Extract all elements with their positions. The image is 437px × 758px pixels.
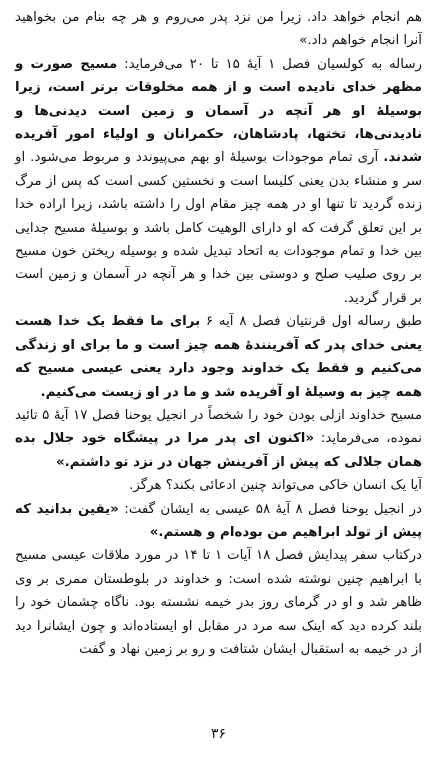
text-run: آیا یک انسان خاکی می‌تواند چنین ادعائی بکند؟ هرگز. (129, 478, 422, 494)
bold-text-run: «اکنون ای پدر مرا در پیشگاه خود جلال بده همان جلالی که پیش از آفرینش جهان در نزد تو داشتم.» (15, 431, 422, 470)
text-run: هم انجام خواهد داد. زیرا من نزد پدر می‌روم و هر چه بنام من بخواهید آنرا انجام خواهم داد.» (15, 10, 422, 49)
paragraph (15, 474, 422, 497)
text-run: درکتاب سفر پیدایش فصل ۱۸ آیات ۱ تا ۱۴ در مورد ملاقات عیسی مسیح با ابراهیم چنین نوشته شده است: و خداوند در بلوطستان ممری بر وی ظاهر شد و او در گرمای روز بدر خیمه نشسته بود. ناگاه چشمان خود را بلند کرده دید که اینک سه مرد در مقابل او ایستاده‌اند و چون ایشانرا دید از در خیمه به استقبال ایشان شتافت و رو بر زمین نهاد و گفت (15, 548, 422, 657)
paragraph (15, 544, 422, 661)
text-run: طبق رساله اول قرنتیان فصل ۸ آیه ۶ (200, 314, 422, 330)
text-run: مسیح خداوند ازلی بودن خود را شخصاً در انجیل یوحنا فصل ۱۷ آیهٔ ۵ تائید نموده، می‌فرماید: (15, 407, 422, 447)
bold-text-run: «یقین بدانید که پیش از تولد ابراهیم من بوده‌ام و هستم.» (15, 501, 422, 540)
text-run: آری تمام موجودات بوسیلهٔ او بهم می‌پیوندد و مربوط می‌شود. او سر و منشاء بدن یعنی کلیسا است و نخستین کسی است که پس از مرگ زنده گردید تا تنها او در همه چیز مقام اول را داشته باشد، زیرا اراده خدا بر این تعلق گرفت که او دارای الوهیت کامل باشد و بوسیلهٔ مسیح جدایی بین خدا و تمام موجودات به اتحاد تبدیل شده و بوسیله ریختن خون مسیح بر روی صلیب صلح و دوستی بین خدا و هر آنچه در آسمان و زمین است بر قرار گردید. (15, 150, 422, 306)
bold-text-run: برای ما فقط یک خدا هست یعنی خدای پدر که آفرینندهٔ همه چیز است و ما برای او زندگی می‌کنیم و فقط یک خداوند وجود دارد یعنی عیسی مسیح که همه چیز به وسیلهٔ او آفریده شد و ما در او زیست می‌کنیم. (15, 314, 422, 400)
text-run: در انجیل یوحنا فصل ۸ آیهٔ ۵۸ عیسی به ایشان گفت: (118, 501, 422, 517)
paragraph (15, 310, 422, 404)
body-text (15, 6, 422, 661)
page-number: ۳۶ (210, 726, 227, 742)
paragraph (15, 498, 422, 545)
bold-text-run: مسیح صورت و مظهر خدای نادیده است و از همه مخلوقات برتر است، زیرا بوسیلهٔ او هر آنچه در آسمان و زمین است دیدنی‌ها و نادیدنی‌ها، تختها، پادشاهان، حکمرانان و اولیاء امور آفریده شدند. (15, 56, 422, 166)
text-run: رساله به کولسیان فصل ۱ آیهٔ ۱۵ تا ۲۰ می‌فرماید: (117, 56, 423, 72)
paragraph (15, 53, 422, 310)
paragraph (15, 6, 422, 53)
paragraph (15, 404, 422, 474)
